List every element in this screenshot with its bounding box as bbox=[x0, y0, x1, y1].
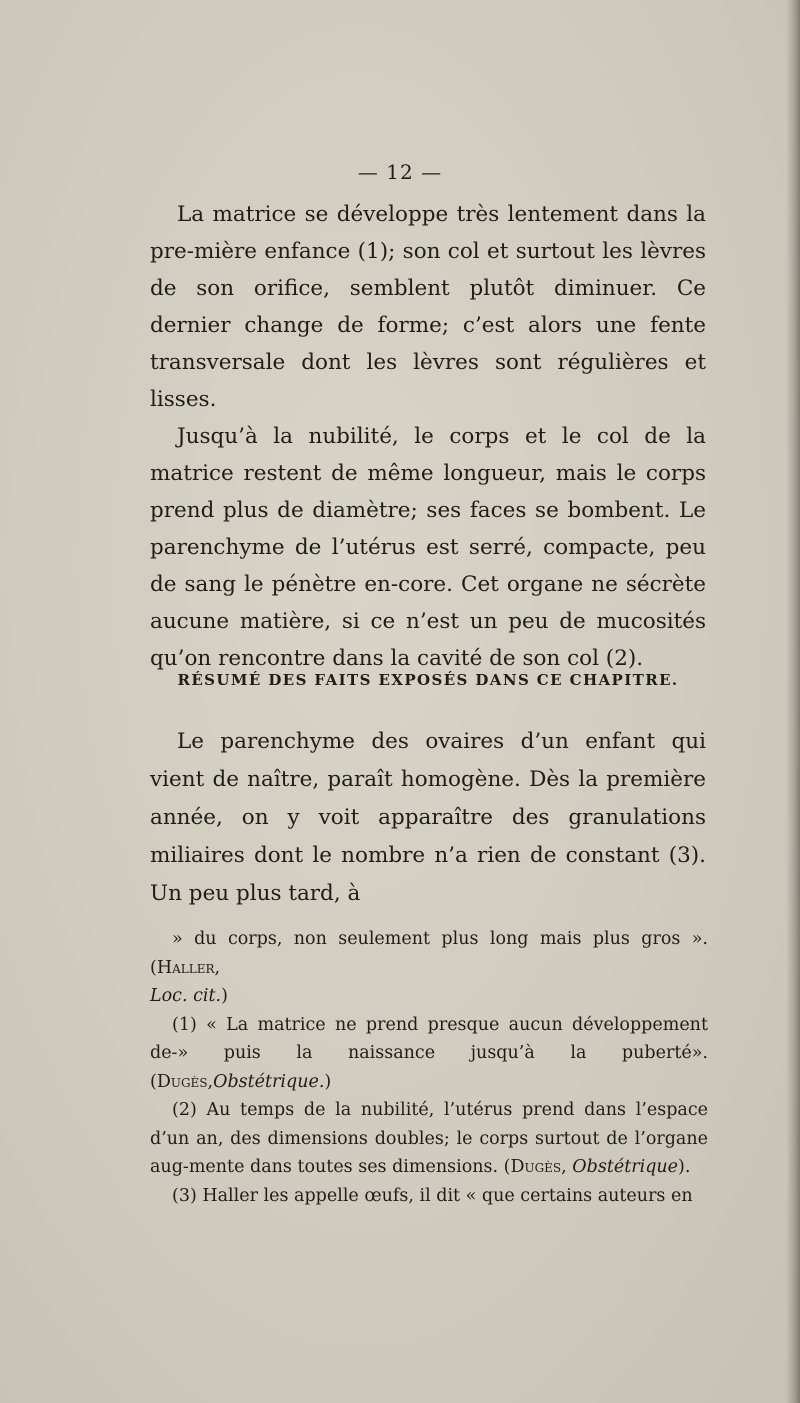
footnote-2-ref: Obstétrique bbox=[572, 1157, 679, 1177]
footnote-continuation-ref: Loc. cit. bbox=[150, 986, 222, 1006]
footnote-1-close: ) bbox=[324, 1071, 332, 1092]
footnote-1-text: (1) « La matrice ne prend presque aucun développement de-» puis la naissance jusqu’à la puberté». ( bbox=[150, 1014, 708, 1092]
footnote-2-close: ). bbox=[678, 1157, 691, 1177]
paragraph-ovaires: Le parenchyme des ovaires d’un enfant qui vient de naître, paraît homogène. Dès la première année, on y voit apparaître des granulations miliaires dont le nombre n’a rien de constant (3). Un peu plus tard, à bbox=[150, 729, 706, 906]
page-edge-shadow bbox=[786, 0, 800, 1403]
paragraph-nubilite: Jusqu’à la nubilité, le corps et le col de la matrice restent de même longueur, mais le corps prend plus de diamètre; ses faces se bombent. Le parenchyme de l’utérus est serré, compacte, peu de sang le pénètre en-core. Cet organe ne sécrète aucune matière, si ce n’est un peu de mucosités qu’on rencontre dans la cavité de son col (2). bbox=[150, 424, 706, 671]
footnote-2 bbox=[150, 1096, 708, 1182]
page-number: — 12 — bbox=[357, 160, 443, 184]
footnote-1-ref: Obstétrique. bbox=[213, 1071, 325, 1092]
summary-text bbox=[150, 723, 706, 913]
footnote-3-text: (3) Haller les appelle œufs, il dit « que certains auteurs en bbox=[172, 1185, 693, 1206]
footnotes bbox=[150, 925, 708, 1210]
paragraph-matrice: La matrice se développe très lentement dans la pre-mière enfance (1); son col et surtout les lèvres de son orifice, semblent plutôt diminuer. Ce dernier change de forme; c’est alors une fente transversale dont les lèvres sont régulières et lisses. bbox=[150, 202, 706, 412]
main-text bbox=[150, 196, 706, 677]
footnote-2-author: Dugès bbox=[510, 1157, 562, 1177]
footnote-3 bbox=[150, 1182, 708, 1211]
footnote-1 bbox=[150, 1011, 708, 1097]
footnote-1-author: Dugès, bbox=[156, 1071, 214, 1092]
footnote-2-text: (2) Au temps de la nubilité, l’utérus prend dans l’espace d’un an, des dimensions doubles; le corps surtout de l’organe aug-mente dans toutes ses dimensions. ( bbox=[150, 1100, 708, 1177]
footnote-continuation-author: Haller, bbox=[156, 957, 221, 978]
footnote-continuation-close: ) bbox=[221, 986, 228, 1006]
footnote-2-sep: , bbox=[561, 1157, 573, 1177]
footnote-continuation-text: » du corps, non seulement plus long mais plus gros ». ( bbox=[150, 929, 708, 978]
section-heading: RÉSUMÉ DES FAITS EXPOSÉS DANS CE CHAPITRE. bbox=[177, 671, 679, 689]
footnote-continuation bbox=[150, 925, 708, 1011]
